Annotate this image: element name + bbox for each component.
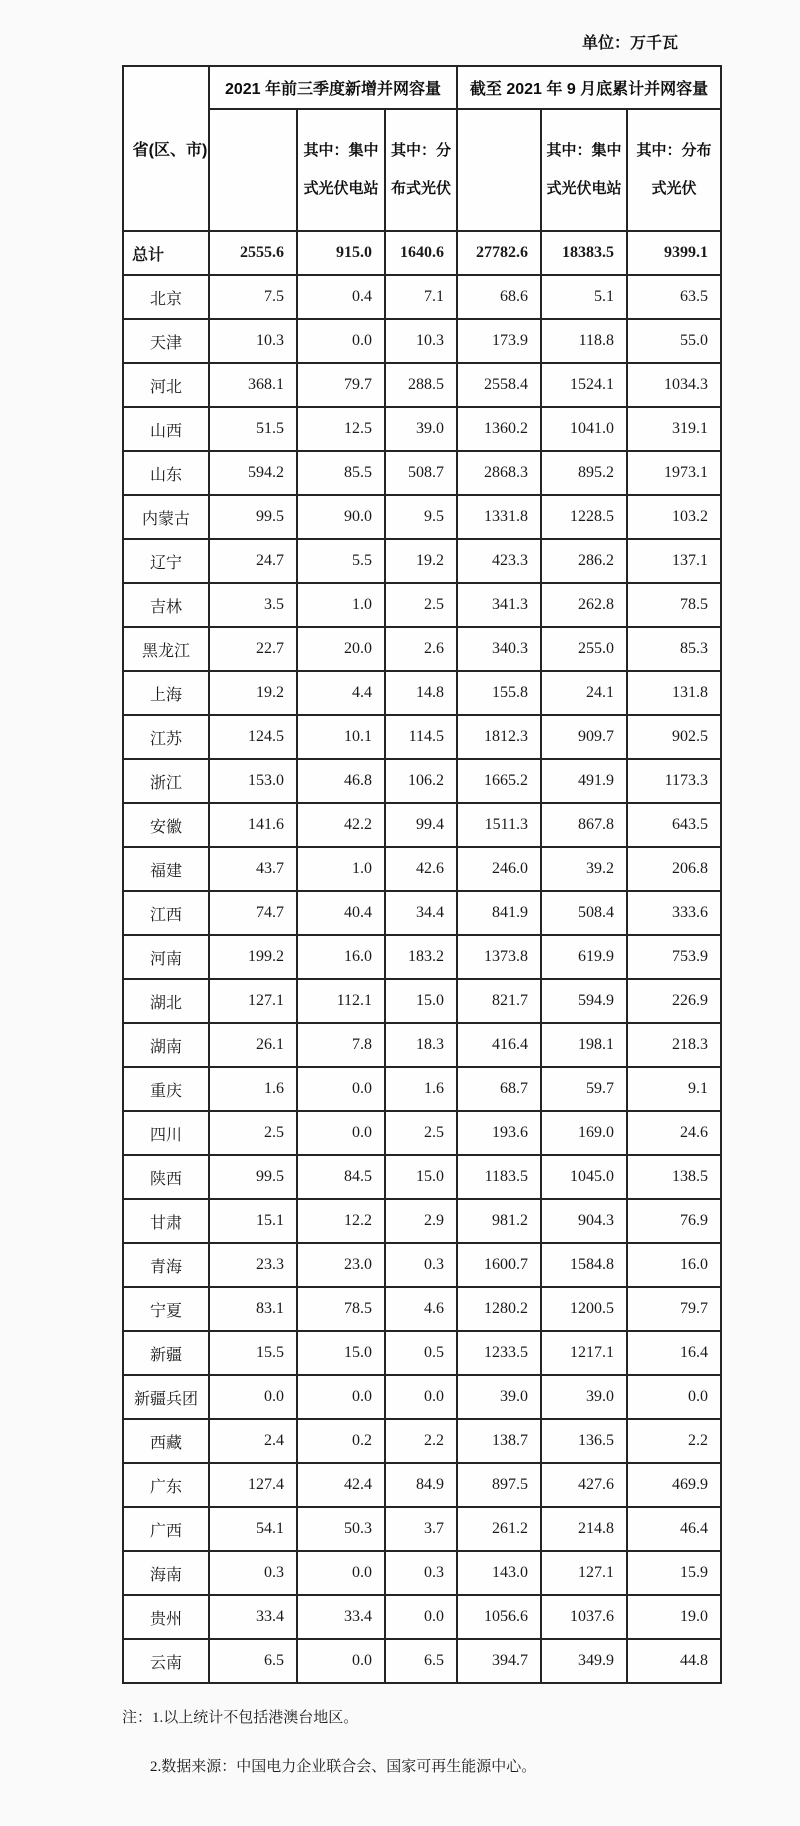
table-header — [123, 66, 721, 231]
value-cell: 46.4 — [627, 1507, 721, 1551]
value-cell: 0.3 — [209, 1551, 297, 1595]
value-cell: 27782.6 — [457, 231, 541, 275]
table-row — [123, 627, 721, 671]
table-row — [123, 847, 721, 891]
value-cell: 333.6 — [627, 891, 721, 935]
value-cell: 246.0 — [457, 847, 541, 891]
province-label-cell: 云南 — [123, 1639, 209, 1683]
value-cell: 1.6 — [209, 1067, 297, 1111]
value-cell: 508.4 — [541, 891, 627, 935]
value-cell: 169.0 — [541, 1111, 627, 1155]
value-cell: 23.3 — [209, 1243, 297, 1287]
province-label-cell: 陕西 — [123, 1155, 209, 1199]
value-cell: 0.4 — [297, 275, 385, 319]
table-row — [123, 495, 721, 539]
value-cell: 85.3 — [627, 627, 721, 671]
value-cell: 39.0 — [385, 407, 457, 451]
value-cell: 84.9 — [385, 1463, 457, 1507]
value-cell: 138.5 — [627, 1155, 721, 1199]
value-cell: 1640.6 — [385, 231, 457, 275]
value-cell: 2555.6 — [209, 231, 297, 275]
value-cell: 63.5 — [627, 275, 721, 319]
value-cell: 0.0 — [297, 1067, 385, 1111]
group-header-new-capacity: 2021 年前三季度新增并网容量 — [209, 66, 457, 109]
value-cell: 10.1 — [297, 715, 385, 759]
value-cell: 423.3 — [457, 539, 541, 583]
value-cell: 7.8 — [297, 1023, 385, 1067]
table-row — [123, 583, 721, 627]
value-cell: 1056.6 — [457, 1595, 541, 1639]
table-row — [123, 1111, 721, 1155]
value-cell: 22.7 — [209, 627, 297, 671]
table-body — [123, 231, 721, 1683]
value-cell: 39.0 — [541, 1375, 627, 1419]
sub-header-cum-centralized: 其中：集中式光伏电站 — [541, 109, 627, 231]
value-cell: 909.7 — [541, 715, 627, 759]
value-cell: 821.7 — [457, 979, 541, 1023]
value-cell: 1584.8 — [541, 1243, 627, 1287]
value-cell: 3.5 — [209, 583, 297, 627]
value-cell: 7.1 — [385, 275, 457, 319]
value-cell: 0.0 — [297, 1111, 385, 1155]
province-label-cell: 青海 — [123, 1243, 209, 1287]
table-row — [123, 1287, 721, 1331]
value-cell: 214.8 — [541, 1507, 627, 1551]
sub-header-cum-distributed: 其中：分布式光伏 — [627, 109, 721, 231]
value-cell: 39.2 — [541, 847, 627, 891]
value-cell: 1331.8 — [457, 495, 541, 539]
value-cell: 1228.5 — [541, 495, 627, 539]
group-header-row — [123, 66, 721, 109]
value-cell: 867.8 — [541, 803, 627, 847]
value-cell: 0.0 — [385, 1595, 457, 1639]
value-cell: 19.2 — [209, 671, 297, 715]
value-cell: 0.0 — [297, 1375, 385, 1419]
value-cell: 1173.3 — [627, 759, 721, 803]
table-row — [123, 1419, 721, 1463]
province-label-cell: 北京 — [123, 275, 209, 319]
value-cell: 1041.0 — [541, 407, 627, 451]
value-cell: 112.1 — [297, 979, 385, 1023]
province-label-cell: 河北 — [123, 363, 209, 407]
table-row — [123, 1375, 721, 1419]
value-cell: 114.5 — [385, 715, 457, 759]
table-row — [123, 1199, 721, 1243]
value-cell: 10.3 — [385, 319, 457, 363]
value-cell: 226.9 — [627, 979, 721, 1023]
table-row — [123, 715, 721, 759]
value-cell: 42.4 — [297, 1463, 385, 1507]
value-cell: 897.5 — [457, 1463, 541, 1507]
value-cell: 39.0 — [457, 1375, 541, 1419]
value-cell: 1217.1 — [541, 1331, 627, 1375]
province-label-cell: 内蒙古 — [123, 495, 209, 539]
table-row — [123, 979, 721, 1023]
total-row — [123, 231, 721, 275]
value-cell: 54.1 — [209, 1507, 297, 1551]
table-row — [123, 275, 721, 319]
value-cell: 2.9 — [385, 1199, 457, 1243]
value-cell: 1200.5 — [541, 1287, 627, 1331]
table-row — [123, 803, 721, 847]
value-cell: 1280.2 — [457, 1287, 541, 1331]
province-label-cell: 浙江 — [123, 759, 209, 803]
value-cell: 0.0 — [209, 1375, 297, 1419]
table-row — [123, 1067, 721, 1111]
pv-capacity-table — [122, 65, 722, 1684]
value-cell: 14.8 — [385, 671, 457, 715]
province-label-cell: 山西 — [123, 407, 209, 451]
value-cell: 594.2 — [209, 451, 297, 495]
value-cell: 15.0 — [385, 1155, 457, 1199]
value-cell: 416.4 — [457, 1023, 541, 1067]
value-cell: 12.5 — [297, 407, 385, 451]
footnotes — [122, 1706, 800, 1776]
value-cell: 841.9 — [457, 891, 541, 935]
value-cell: 1.6 — [385, 1067, 457, 1111]
value-cell: 2868.3 — [457, 451, 541, 495]
value-cell: 5.1 — [541, 275, 627, 319]
value-cell: 40.4 — [297, 891, 385, 935]
value-cell: 0.0 — [297, 1639, 385, 1683]
value-cell: 319.1 — [627, 407, 721, 451]
total-label-cell: 总计 — [123, 231, 209, 275]
value-cell: 1600.7 — [457, 1243, 541, 1287]
table-row — [123, 1331, 721, 1375]
table-row — [123, 1507, 721, 1551]
sub-header-cum-total — [457, 109, 541, 231]
province-label-cell: 吉林 — [123, 583, 209, 627]
value-cell: 198.1 — [541, 1023, 627, 1067]
value-cell: 2558.4 — [457, 363, 541, 407]
sub-header-row — [123, 109, 721, 231]
province-label-cell: 湖北 — [123, 979, 209, 1023]
value-cell: 341.3 — [457, 583, 541, 627]
value-cell: 24.7 — [209, 539, 297, 583]
value-cell: 9.5 — [385, 495, 457, 539]
value-cell: 173.9 — [457, 319, 541, 363]
table-row — [123, 1463, 721, 1507]
value-cell: 79.7 — [297, 363, 385, 407]
value-cell: 2.5 — [385, 1111, 457, 1155]
province-label-cell: 甘肃 — [123, 1199, 209, 1243]
value-cell: 46.8 — [297, 759, 385, 803]
value-cell: 106.2 — [385, 759, 457, 803]
province-label-cell: 广东 — [123, 1463, 209, 1507]
value-cell: 78.5 — [297, 1287, 385, 1331]
value-cell: 16.0 — [297, 935, 385, 979]
value-cell: 0.0 — [297, 1551, 385, 1595]
table-row — [123, 759, 721, 803]
value-cell: 193.6 — [457, 1111, 541, 1155]
value-cell: 1045.0 — [541, 1155, 627, 1199]
province-label-cell: 海南 — [123, 1551, 209, 1595]
value-cell: 20.0 — [297, 627, 385, 671]
value-cell: 90.0 — [297, 495, 385, 539]
value-cell: 127.4 — [209, 1463, 297, 1507]
sub-header-new-distributed: 其中：分布式光伏 — [385, 109, 457, 231]
value-cell: 643.5 — [627, 803, 721, 847]
value-cell: 153.0 — [209, 759, 297, 803]
province-label-cell: 宁夏 — [123, 1287, 209, 1331]
value-cell: 18383.5 — [541, 231, 627, 275]
value-cell: 1373.8 — [457, 935, 541, 979]
value-cell: 9.1 — [627, 1067, 721, 1111]
value-cell: 78.5 — [627, 583, 721, 627]
table-row — [123, 1155, 721, 1199]
value-cell: 619.9 — [541, 935, 627, 979]
value-cell: 15.9 — [627, 1551, 721, 1595]
value-cell: 2.2 — [627, 1419, 721, 1463]
value-cell: 15.0 — [297, 1331, 385, 1375]
value-cell: 1973.1 — [627, 451, 721, 495]
value-cell: 255.0 — [541, 627, 627, 671]
value-cell: 183.2 — [385, 935, 457, 979]
province-label-cell: 新疆兵团 — [123, 1375, 209, 1419]
value-cell: 427.6 — [541, 1463, 627, 1507]
province-label-cell: 江西 — [123, 891, 209, 935]
value-cell: 394.7 — [457, 1639, 541, 1683]
province-label-cell: 福建 — [123, 847, 209, 891]
value-cell: 15.5 — [209, 1331, 297, 1375]
value-cell: 99.5 — [209, 1155, 297, 1199]
province-label-cell: 广西 — [123, 1507, 209, 1551]
value-cell: 368.1 — [209, 363, 297, 407]
value-cell: 1037.6 — [541, 1595, 627, 1639]
value-cell: 51.5 — [209, 407, 297, 451]
value-cell: 74.7 — [209, 891, 297, 935]
table-row — [123, 319, 721, 363]
province-label-cell: 辽宁 — [123, 539, 209, 583]
value-cell: 2.5 — [209, 1111, 297, 1155]
value-cell: 68.6 — [457, 275, 541, 319]
value-cell: 24.1 — [541, 671, 627, 715]
value-cell: 12.2 — [297, 1199, 385, 1243]
value-cell: 68.7 — [457, 1067, 541, 1111]
value-cell: 85.5 — [297, 451, 385, 495]
value-cell: 262.8 — [541, 583, 627, 627]
value-cell: 1524.1 — [541, 363, 627, 407]
value-cell: 99.5 — [209, 495, 297, 539]
value-cell: 340.3 — [457, 627, 541, 671]
table-row — [123, 1023, 721, 1067]
value-cell: 10.3 — [209, 319, 297, 363]
table-row — [123, 1551, 721, 1595]
province-label-cell: 上海 — [123, 671, 209, 715]
value-cell: 261.2 — [457, 1507, 541, 1551]
value-cell: 131.8 — [627, 671, 721, 715]
footnote-1: 注：1.以上统计不包括港澳台地区。 — [122, 1710, 359, 1726]
value-cell: 127.1 — [209, 979, 297, 1023]
value-cell: 23.0 — [297, 1243, 385, 1287]
value-cell: 5.5 — [297, 539, 385, 583]
value-cell: 141.6 — [209, 803, 297, 847]
value-cell: 469.9 — [627, 1463, 721, 1507]
value-cell: 18.3 — [385, 1023, 457, 1067]
sub-header-new-centralized: 其中：集中式光伏电站 — [297, 109, 385, 231]
value-cell: 79.7 — [627, 1287, 721, 1331]
value-cell: 50.3 — [297, 1507, 385, 1551]
province-label-cell: 安徽 — [123, 803, 209, 847]
value-cell: 218.3 — [627, 1023, 721, 1067]
value-cell: 2.6 — [385, 627, 457, 671]
value-cell: 902.5 — [627, 715, 721, 759]
value-cell: 155.8 — [457, 671, 541, 715]
value-cell: 2.4 — [209, 1419, 297, 1463]
table-row — [123, 891, 721, 935]
value-cell: 19.2 — [385, 539, 457, 583]
value-cell: 0.2 — [297, 1419, 385, 1463]
value-cell: 33.4 — [209, 1595, 297, 1639]
province-label-cell: 黑龙江 — [123, 627, 209, 671]
province-label-cell: 河南 — [123, 935, 209, 979]
value-cell: 6.5 — [209, 1639, 297, 1683]
table-row — [123, 935, 721, 979]
value-cell: 43.7 — [209, 847, 297, 891]
sub-header-new-total — [209, 109, 297, 231]
value-cell: 118.8 — [541, 319, 627, 363]
value-cell: 84.5 — [297, 1155, 385, 1199]
value-cell: 33.4 — [297, 1595, 385, 1639]
value-cell: 16.0 — [627, 1243, 721, 1287]
value-cell: 76.9 — [627, 1199, 721, 1243]
footnote-2: 2.数据来源：中国电力企业联合会、国家可再生能源中心。 — [150, 1759, 537, 1775]
value-cell: 0.5 — [385, 1331, 457, 1375]
value-cell: 206.8 — [627, 847, 721, 891]
value-cell: 34.4 — [385, 891, 457, 935]
value-cell: 138.7 — [457, 1419, 541, 1463]
value-cell: 4.6 — [385, 1287, 457, 1331]
value-cell: 1.0 — [297, 583, 385, 627]
value-cell: 55.0 — [627, 319, 721, 363]
table-row — [123, 363, 721, 407]
value-cell: 2.2 — [385, 1419, 457, 1463]
value-cell: 83.1 — [209, 1287, 297, 1331]
table-row — [123, 407, 721, 451]
table-row — [123, 1243, 721, 1287]
value-cell: 99.4 — [385, 803, 457, 847]
value-cell: 103.2 — [627, 495, 721, 539]
value-cell: 16.4 — [627, 1331, 721, 1375]
value-cell: 3.7 — [385, 1507, 457, 1551]
value-cell: 1360.2 — [457, 407, 541, 451]
province-label-cell: 新疆 — [123, 1331, 209, 1375]
value-cell: 0.0 — [627, 1375, 721, 1419]
value-cell: 508.7 — [385, 451, 457, 495]
value-cell: 915.0 — [297, 231, 385, 275]
value-cell: 26.1 — [209, 1023, 297, 1067]
value-cell: 59.7 — [541, 1067, 627, 1111]
value-cell: 1812.3 — [457, 715, 541, 759]
value-cell: 1.0 — [297, 847, 385, 891]
value-cell: 15.1 — [209, 1199, 297, 1243]
value-cell: 199.2 — [209, 935, 297, 979]
value-cell: 0.3 — [385, 1243, 457, 1287]
value-cell: 2.5 — [385, 583, 457, 627]
group-header-cumulative-capacity: 截至 2021 年 9 月底累计并网容量 — [457, 66, 721, 109]
value-cell: 136.5 — [541, 1419, 627, 1463]
value-cell: 1233.5 — [457, 1331, 541, 1375]
value-cell: 124.5 — [209, 715, 297, 759]
value-cell: 137.1 — [627, 539, 721, 583]
value-cell: 42.2 — [297, 803, 385, 847]
province-label-cell: 四川 — [123, 1111, 209, 1155]
value-cell: 1665.2 — [457, 759, 541, 803]
value-cell: 6.5 — [385, 1639, 457, 1683]
value-cell: 42.6 — [385, 847, 457, 891]
province-label-cell: 湖南 — [123, 1023, 209, 1067]
value-cell: 0.0 — [297, 319, 385, 363]
value-cell: 143.0 — [457, 1551, 541, 1595]
province-label-cell: 西藏 — [123, 1419, 209, 1463]
value-cell: 981.2 — [457, 1199, 541, 1243]
province-label-cell: 山东 — [123, 451, 209, 495]
value-cell: 7.5 — [209, 275, 297, 319]
province-label-cell: 重庆 — [123, 1067, 209, 1111]
table-row — [123, 539, 721, 583]
value-cell: 594.9 — [541, 979, 627, 1023]
value-cell: 24.6 — [627, 1111, 721, 1155]
table-row — [123, 1639, 721, 1683]
province-label-cell: 江苏 — [123, 715, 209, 759]
value-cell: 15.0 — [385, 979, 457, 1023]
province-label-cell: 贵州 — [123, 1595, 209, 1639]
value-cell: 127.1 — [541, 1551, 627, 1595]
value-cell: 895.2 — [541, 451, 627, 495]
province-label-cell: 天津 — [123, 319, 209, 363]
value-cell: 0.0 — [385, 1375, 457, 1419]
value-cell: 349.9 — [541, 1639, 627, 1683]
corner-header: 省(区、市) — [123, 66, 209, 231]
value-cell: 491.9 — [541, 759, 627, 803]
value-cell: 904.3 — [541, 1199, 627, 1243]
value-cell: 0.3 — [385, 1551, 457, 1595]
value-cell: 1183.5 — [457, 1155, 541, 1199]
value-cell: 1034.3 — [627, 363, 721, 407]
value-cell: 1511.3 — [457, 803, 541, 847]
table-row — [123, 671, 721, 715]
value-cell: 44.8 — [627, 1639, 721, 1683]
table-row — [123, 1595, 721, 1639]
unit-label: 单位：万千瓦 — [581, 35, 678, 52]
value-cell: 753.9 — [627, 935, 721, 979]
value-cell: 288.5 — [385, 363, 457, 407]
value-cell: 9399.1 — [627, 231, 721, 275]
value-cell: 19.0 — [627, 1595, 721, 1639]
table-row — [123, 451, 721, 495]
value-cell: 286.2 — [541, 539, 627, 583]
value-cell: 4.4 — [297, 671, 385, 715]
